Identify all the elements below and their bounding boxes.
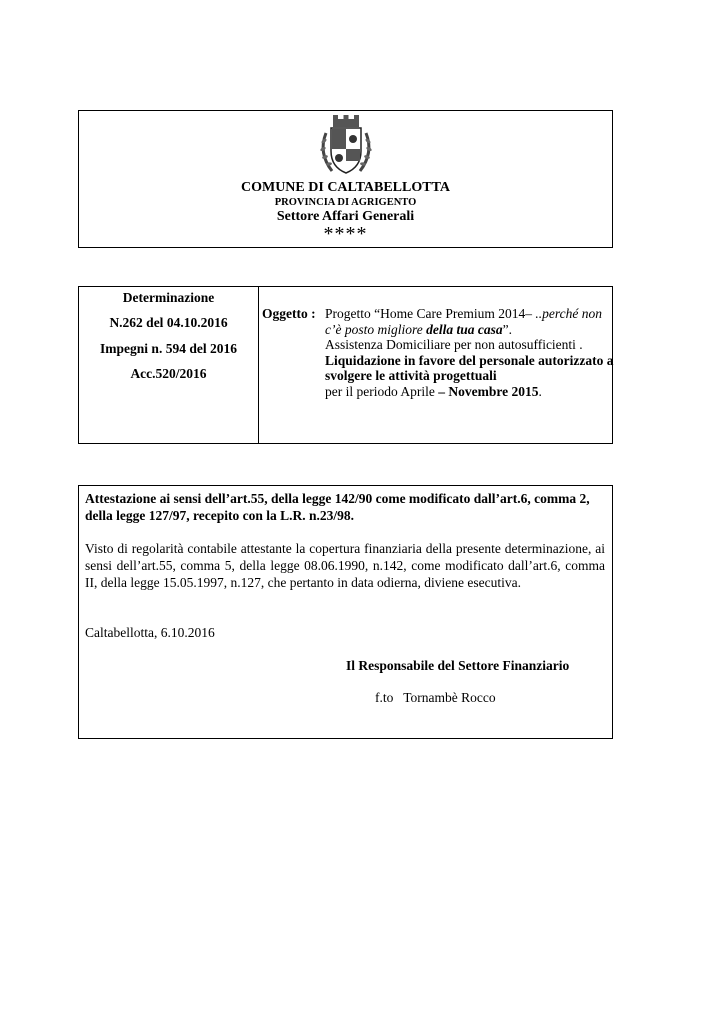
- attestazione-title: Attestazione ai sensi dell’art.55, della legge 142/90 come modificato dall’art.6, comma 2, della legge 127/97, recepito con la L.R. n.23/98.: [85, 491, 590, 523]
- header-box: [78, 110, 613, 248]
- attestazione-body: Visto di regolarità contabile attestante la copertura finanziaria della presente determinazione, ai sensi dell’art.55, comma 5, della legge 08.06.1990, n.142, come modificato dall’art.6, comma II, della legge 15.05.1997, n.127, che pertanto in data odierna, diviene esecutiva.: [85, 541, 605, 590]
- oggetto-quote-close: ”.: [502, 321, 512, 337]
- settore-title: Settore Affari Generali: [276, 209, 415, 224]
- place-date: Caltabellotta, 6.10.2016: [85, 625, 215, 640]
- determinazione-label: Determinazione: [122, 290, 215, 305]
- oggetto-periodo: per il periodo Aprile: [325, 383, 439, 399]
- impegni-number: Impegni n. 594 del 2016: [100, 341, 237, 356]
- determinazione-number: N.262 del 04.10.2016: [109, 315, 228, 330]
- responsabile-title: Il Responsabile del Settore Finanziario: [346, 658, 570, 673]
- oggetto-motto-bold: della tua casa: [426, 321, 503, 337]
- municipal-crest-icon: [316, 113, 376, 177]
- stars-separator: ****: [323, 223, 368, 245]
- acc-number: Acc.520/2016: [130, 366, 207, 381]
- oggetto-liquidazione: Liquidazione in favore del personale autorizzato a svolgere le attività progettuali: [325, 352, 614, 383]
- oggetto-text: [325, 306, 615, 399]
- determinazione-box: [78, 286, 613, 444]
- column-divider: [258, 287, 259, 443]
- oggetto-periodo-end: – Novembre 2015: [438, 383, 539, 399]
- oggetto-period-dot: .: [538, 383, 542, 399]
- oggetto-motto: ..perché non c’è posto migliore: [325, 306, 602, 337]
- provincia-subtitle: PROVINCIA DI AGRIGENTO: [274, 197, 417, 208]
- signature-line: f.to Tornambè Rocco: [375, 690, 496, 705]
- comune-title: COMUNE DI CALTABELLOTTA: [240, 180, 450, 195]
- attestazione-box: [78, 485, 613, 739]
- oggetto-assistenza: Assistenza Domiciliare per non autosufficienti .: [325, 337, 583, 352]
- oggetto-project: Progetto “Home Care Premium 2014–: [325, 306, 536, 321]
- oggetto-label: Oggetto :: [262, 306, 316, 321]
